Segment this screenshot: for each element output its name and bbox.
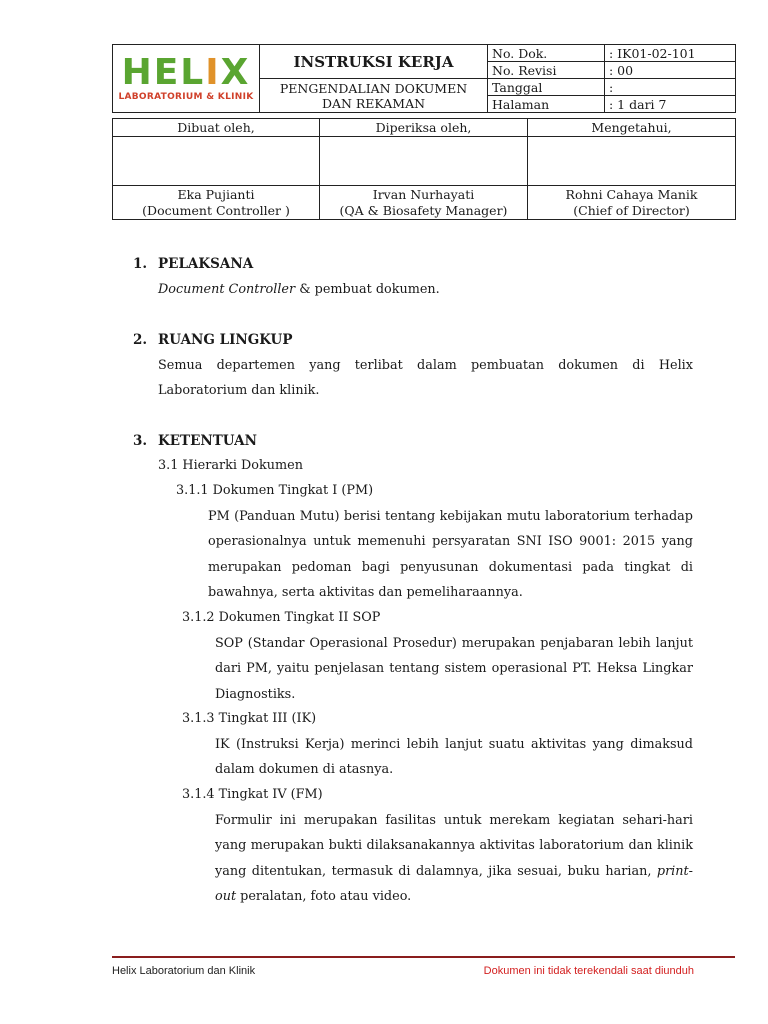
signatory-checked <box>320 186 528 220</box>
section-text-ruang-lingkup: Semua departemen yang terlibat dalam pembuatan dokumen di Helix Laboratorium dan klinik. <box>158 358 693 399</box>
company-logo <box>113 45 260 113</box>
document-type: INSTRUKSI KERJA <box>260 45 488 79</box>
section-heading-ketentuan: 3. KETENTUAN <box>133 433 257 449</box>
item-text-tingkat-3: IK (Instruksi Kerja) merinci lebih lanjut suatu aktivitas yang dimaksud dalam dokumen di atasnya. <box>215 737 693 778</box>
signature-label-acknowledged: Mengetahui, <box>528 119 736 137</box>
signatory-role: (QA & Biosafety Manager) <box>339 202 508 218</box>
signature-table <box>112 118 736 220</box>
document-title: PENGENDALIAN DOKUMEN DAN REKAMAN <box>260 79 488 113</box>
section-text-pelaksana: Document Controller & pembuat dokumen. <box>158 282 440 297</box>
item-text-tingkat-1: PM (Panduan Mutu) berisi tentang kebijakan mutu laboratorium terhadap operasionalnya untuk memenuhi persyaratan SNI ISO 9001: 2015 yang merupakan pedoman bagi penyusunan dokumentasi pada tingkat di bawahnya, serta aktivitas dan pemeliharaannya. <box>208 509 693 601</box>
signature-space-prepared <box>113 137 320 186</box>
meta-label-date: Tanggal <box>488 79 605 96</box>
footer-rule <box>112 956 735 958</box>
signature-space-checked <box>320 137 528 186</box>
item-heading-tingkat-4: 3.1.4 Tingkat IV (FM) <box>182 787 323 802</box>
signatory-name: Irvan Nurhayati <box>372 186 475 202</box>
logo-wordmark: HELIX <box>121 52 251 93</box>
signatory-role: (Document Controller ) <box>142 202 290 218</box>
signatory-name: Eka Pujianti <box>177 186 255 202</box>
signatory-name: Rohni Cahaya Manik <box>565 186 698 202</box>
meta-value-doc-no: : IK01-02-101 <box>605 45 736 62</box>
item-heading-tingkat-2: 3.1.2 Dokumen Tingkat II SOP <box>182 610 381 625</box>
item-heading-tingkat-1: 3.1.1 Dokumen Tingkat I (PM) <box>176 483 374 498</box>
footer-control-note: Dokumen ini tidak terekendali saat diunduh <box>483 965 694 977</box>
footer-company: Helix Laboratorium dan Klinik <box>112 965 256 977</box>
meta-label-doc-no: No. Dok. <box>488 45 605 62</box>
signature-label-checked: Diperiksa oleh, <box>320 119 528 137</box>
meta-value-page: : 1 dari 7 <box>605 96 736 113</box>
meta-value-revision: : 00 <box>605 62 736 79</box>
logo-subtitle: LABORATORIUM & KLINIK <box>118 92 254 102</box>
meta-label-revision: No. Revisi <box>488 62 605 79</box>
signature-space-acknowledged <box>528 137 736 186</box>
item-heading-tingkat-3: 3.1.3 Tingkat III (IK) <box>182 711 317 726</box>
meta-label-page: Halaman <box>488 96 605 113</box>
signatory-role: (Chief of Director) <box>573 202 690 218</box>
section-heading-pelaksana: 1. PELAKSANA <box>133 256 254 272</box>
subsection-hierarki: 3.1 Hierarki Dokumen <box>158 458 303 473</box>
item-text-tingkat-4: Formulir ini merupakan fasilitas untuk merekam kegiatan sehari-hari yang merupakan bukti dilaksanakannya aktivitas laboratorium dan klinik yang ditentukan, termasuk di dalamnya, jika sesuai, buku harian, print-out peralatan, foto atau video. <box>215 813 693 905</box>
meta-value-date: : <box>605 79 736 96</box>
document-header-table <box>112 44 736 113</box>
section-heading-ruang-lingkup: 2. RUANG LINGKUP <box>133 332 293 348</box>
signatory-acknowledged <box>528 186 736 220</box>
signature-label-prepared: Dibuat oleh, <box>113 119 320 137</box>
signatory-prepared <box>113 186 320 220</box>
item-text-tingkat-2: SOP (Standar Operasional Prosedur) merupakan penjabaran lebih lanjut dari PM, yaitu penjelasan tentang sistem operasional PT. Heksa Lingkar Diagnostiks. <box>215 636 693 702</box>
